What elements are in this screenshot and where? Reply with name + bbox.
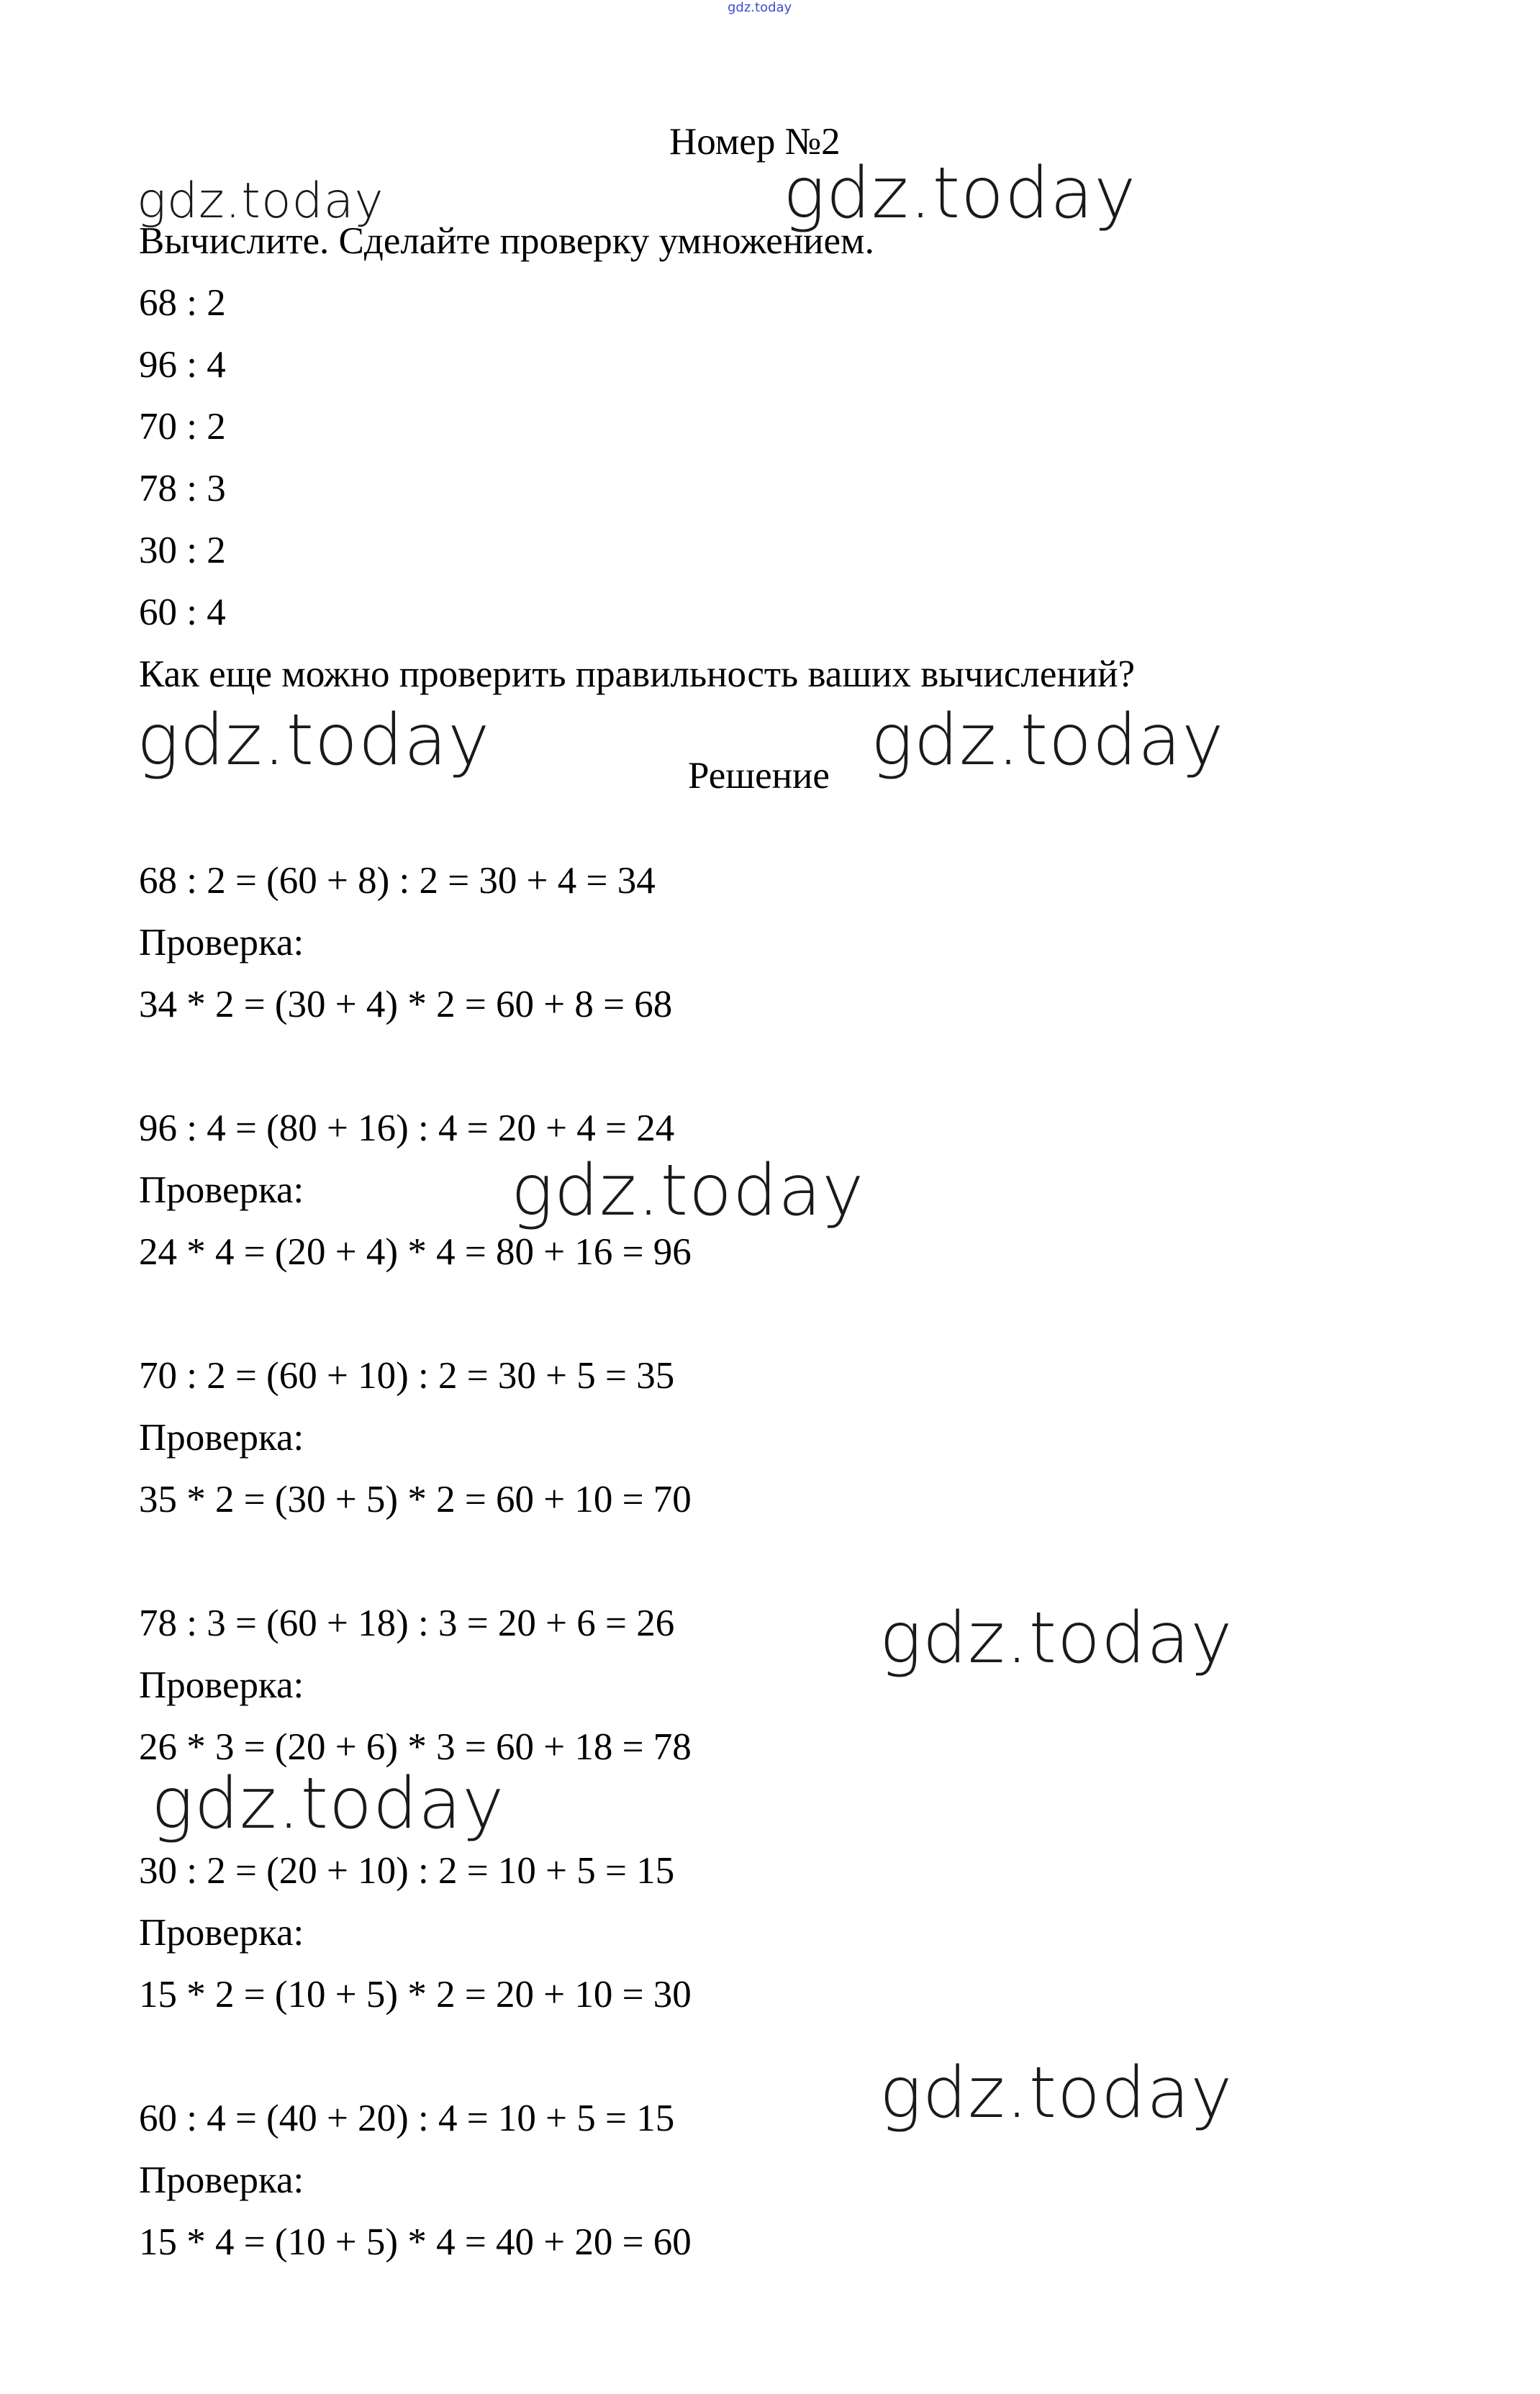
task-question: Как еще можно проверить правильность ваших вычислений? (139, 653, 1136, 695)
watermark: gdz.today (137, 173, 384, 230)
solution-division: 70 : 2 = (60 + 10) : 2 = 30 + 5 = 35 (139, 1355, 675, 1397)
watermark: gdz.today (137, 699, 491, 781)
check-label: Проверка: (139, 1417, 304, 1459)
task-expression: 68 : 2 (139, 282, 226, 324)
task-expression: 96 : 4 (139, 344, 226, 386)
solution-heading: Решение (688, 755, 830, 797)
task-instruction: Вычислите. Сделайте проверку умножением. (139, 220, 874, 262)
solution-division: 30 : 2 = (20 + 10) : 2 = 10 + 5 = 15 (139, 1850, 675, 1892)
watermark: gdz.today (783, 153, 1137, 235)
solution-check: 34 * 2 = (30 + 4) * 2 = 60 + 8 = 68 (139, 984, 673, 1025)
watermark: gdz.today (879, 2052, 1233, 2134)
task-expression: 70 : 2 (139, 406, 226, 448)
solution-check: 15 * 4 = (10 + 5) * 4 = 40 + 20 = 60 (139, 2221, 692, 2263)
top-watermark: gdz.today (728, 0, 792, 15)
task-expression: 60 : 4 (139, 591, 226, 633)
solution-division: 60 : 4 = (40 + 20) : 4 = 10 + 5 = 15 (139, 2098, 675, 2139)
solution-check: 24 * 4 = (20 + 4) * 4 = 80 + 16 = 96 (139, 1231, 692, 1273)
solution-check: 26 * 3 = (20 + 6) * 3 = 60 + 18 = 78 (139, 1726, 692, 1768)
check-label: Проверка: (139, 1664, 304, 1706)
watermark: gdz.today (511, 1150, 865, 1232)
solution-check: 35 * 2 = (30 + 5) * 2 = 60 + 10 = 70 (139, 1479, 692, 1520)
task-expression: 30 : 2 (139, 530, 226, 571)
watermark: gdz.today (871, 699, 1225, 781)
check-label: Проверка: (139, 2159, 304, 2201)
check-label: Проверка: (139, 1169, 304, 1211)
check-label: Проверка: (139, 922, 304, 964)
solution-check: 15 * 2 = (10 + 5) * 2 = 20 + 10 = 30 (139, 1974, 692, 2016)
watermark: gdz.today (879, 1597, 1233, 1679)
solution-division: 68 : 2 = (60 + 8) : 2 = 30 + 4 = 34 (139, 860, 656, 902)
watermark: gdz.today (151, 1763, 505, 1845)
solution-division: 78 : 3 = (60 + 18) : 3 = 20 + 6 = 26 (139, 1602, 675, 1644)
check-label: Проверка: (139, 1912, 304, 1954)
solution-division: 96 : 4 = (80 + 16) : 4 = 20 + 4 = 24 (139, 1107, 675, 1149)
task-expression: 78 : 3 (139, 468, 226, 509)
page-title: Номер №2 (669, 121, 841, 163)
